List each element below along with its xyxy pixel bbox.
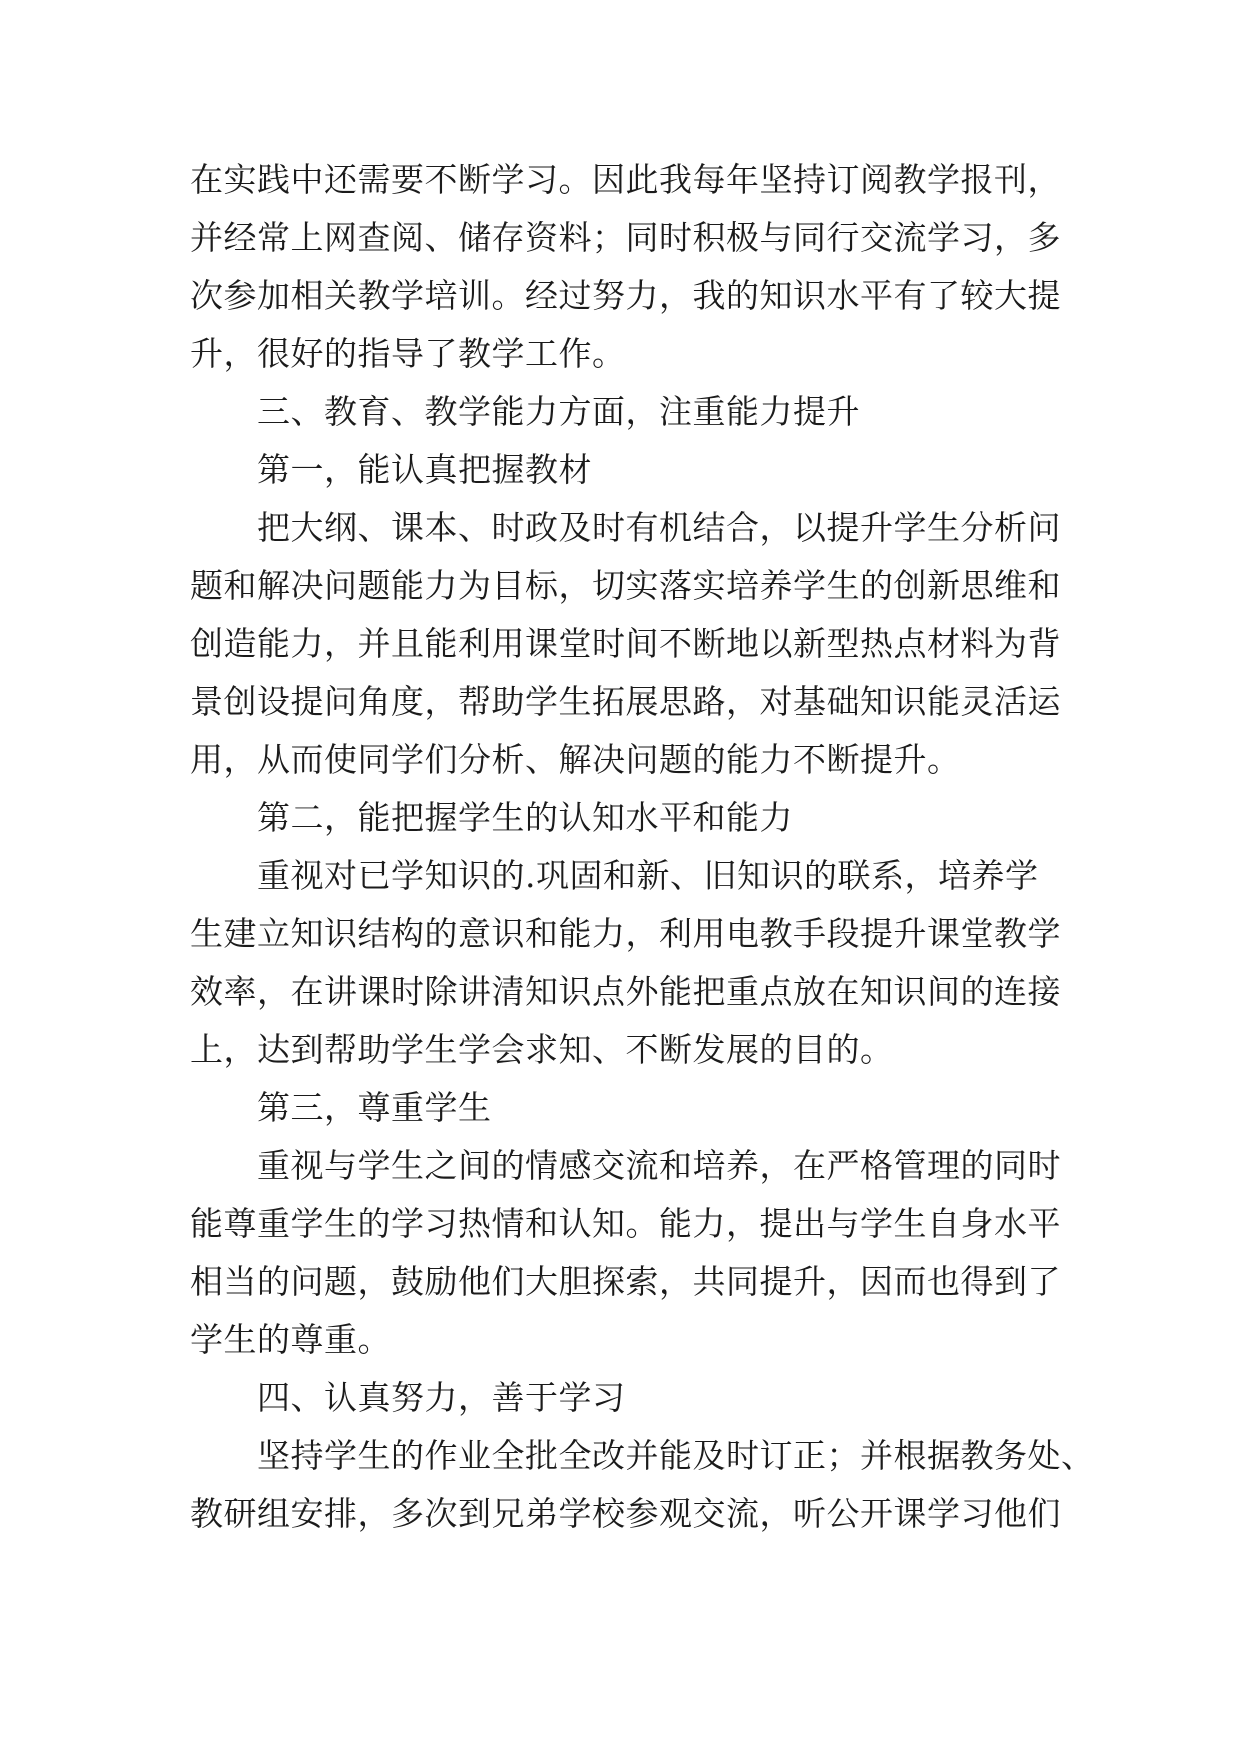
paragraph-line: 题和解决问题能力为目标，切实落实培养学生的创新思维和 — [190, 566, 1061, 605]
paragraph-line: 创造能力，并且能利用课堂时间不断地以新型热点材料为背 — [190, 624, 1061, 663]
paragraph-line: 能尊重学生的学习热情和认知。能力，提出与学生自身水平 — [190, 1204, 1061, 1243]
paragraph-line: 上，达到帮助学生学会求知、不断发展的目的。 — [190, 1030, 894, 1069]
paragraph-line: 次参加相关教学培训。经过努力，我的知识水平有了较大提 — [190, 276, 1061, 315]
paragraph-line: 相当的问题，鼓励他们大胆探索，共同提升，因而也得到了 — [190, 1262, 1061, 1301]
paragraph-line: 重视与学生之间的情感交流和培养，在严格管理的同时 — [257, 1146, 1061, 1185]
paragraph-line: 重视对已学知识的.巩固和新、旧知识的联系，培养学 — [257, 856, 1039, 895]
subsection-heading: 第三，尊重学生 — [257, 1088, 492, 1127]
paragraph-line: 升，很好的指导了教学工作。 — [190, 334, 626, 373]
paragraph-line: 效率，在讲课时除讲清知识点外能把重点放在知识间的连接 — [190, 972, 1061, 1011]
paragraph-line: 用，从而使同学们分析、解决问题的能力不断提升。 — [190, 740, 961, 779]
paragraph-line: 并经常上网查阅、储存资料；同时积极与同行交流学习，多 — [190, 218, 1061, 257]
subsection-heading: 第二，能把握学生的认知水平和能力 — [257, 798, 793, 837]
paragraph-line: 在实践中还需要不断学习。因此我每年坚持订阅教学报刊， — [190, 160, 1061, 199]
section-heading: 四、认真努力，善于学习 — [257, 1378, 626, 1417]
paragraph-line: 景创设提问角度，帮助学生拓展思路，对基础知识能灵活运 — [190, 682, 1061, 721]
paragraph-line: 教研组安排，多次到兄弟学校参观交流，听公开课学习他们 — [190, 1494, 1061, 1533]
paragraph-line: 生建立知识结构的意识和能力，利用电教手段提升课堂教学 — [190, 914, 1061, 953]
paragraph-line: 把大纲、课本、时政及时有机结合，以提升学生分析问 — [257, 508, 1061, 547]
paragraph-line: 坚持学生的作业全批全改并能及时订正；并根据教务处、 — [257, 1436, 1095, 1475]
subsection-heading: 第一，能认真把握教材 — [257, 450, 592, 489]
section-heading: 三、教育、教学能力方面，注重能力提升 — [257, 392, 860, 431]
paragraph-line: 学生的尊重。 — [190, 1320, 391, 1359]
